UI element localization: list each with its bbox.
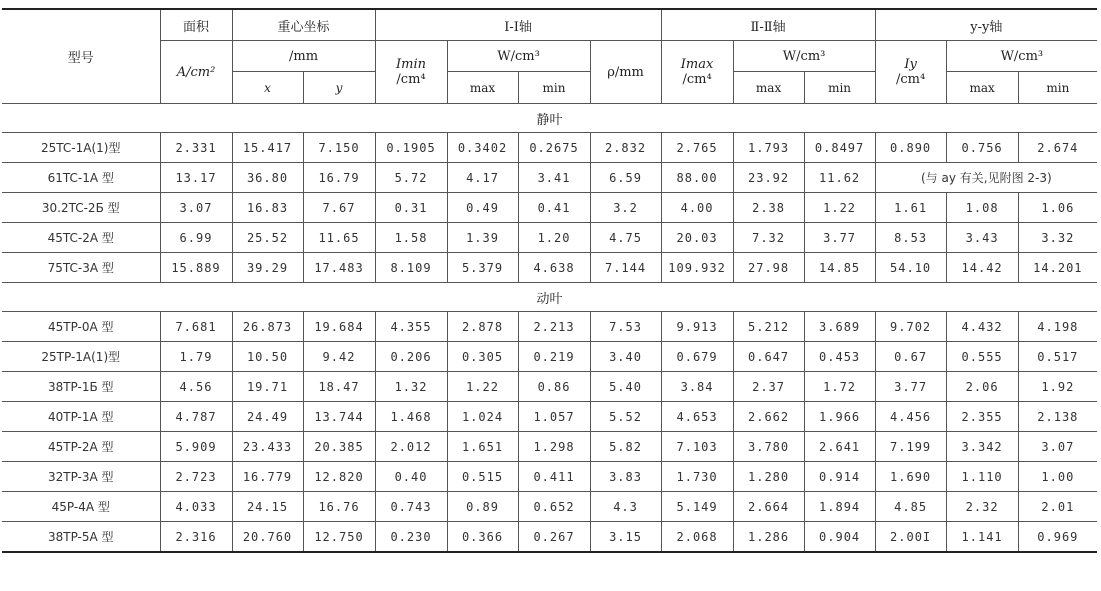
value-cell: 0.366 <box>447 522 518 553</box>
value-cell: 0.679 <box>661 342 733 372</box>
value-cell: 2.32 <box>946 492 1018 522</box>
value-cell: 6.59 <box>590 163 661 193</box>
value-cell: 20.03 <box>661 223 733 253</box>
value-cell: 1.79 <box>160 342 232 372</box>
value-cell: 0.453 <box>804 342 875 372</box>
w3-header: W/cm³ <box>946 41 1097 72</box>
table-row <box>2 223 1097 253</box>
value-cell: 1.468 <box>375 402 447 432</box>
w2-header: W/cm³ <box>733 41 875 72</box>
model-header: 型号 <box>2 9 160 104</box>
value-cell: 25.52 <box>232 223 303 253</box>
model-cell: 61TC-1A 型 <box>2 163 160 193</box>
value-cell: 4.456 <box>875 402 946 432</box>
value-cell: 16.779 <box>232 462 303 492</box>
value-cell: 3.342 <box>946 432 1018 462</box>
table-row <box>2 462 1097 492</box>
value-cell: 11.62 <box>804 163 875 193</box>
w1-min-header: min <box>518 72 590 104</box>
model-cell: 45P-4A 型 <box>2 492 160 522</box>
model-cell: 25TC-1A(1)型 <box>2 133 160 163</box>
value-cell: 9.42 <box>303 342 375 372</box>
value-cell: 10.50 <box>232 342 303 372</box>
value-cell: 1.61 <box>875 193 946 223</box>
value-cell: 0.756 <box>946 133 1018 163</box>
model-cell: 32TP-3A 型 <box>2 462 160 492</box>
value-cell: 3.689 <box>804 312 875 342</box>
value-cell: 3.2 <box>590 193 661 223</box>
table-row <box>2 193 1097 223</box>
w3-max-header: max <box>946 72 1018 104</box>
value-cell: 2.674 <box>1018 133 1097 163</box>
value-cell: 4.638 <box>518 253 590 283</box>
model-cell: 45TP-0A 型 <box>2 312 160 342</box>
value-cell: 4.033 <box>160 492 232 522</box>
value-cell: 3.15 <box>590 522 661 553</box>
value-cell: 6.99 <box>160 223 232 253</box>
value-cell: 5.72 <box>375 163 447 193</box>
value-cell: 2.316 <box>160 522 232 553</box>
value-cell: 15.417 <box>232 133 303 163</box>
value-cell: 0.40 <box>375 462 447 492</box>
value-cell: 7.67 <box>303 193 375 223</box>
value-cell: 7.144 <box>590 253 661 283</box>
x-header: x <box>232 72 303 104</box>
model-cell: 25TP-1A(1)型 <box>2 342 160 372</box>
value-cell: 8.53 <box>875 223 946 253</box>
value-cell: 5.40 <box>590 372 661 402</box>
value-cell: 7.199 <box>875 432 946 462</box>
value-cell: 3.77 <box>875 372 946 402</box>
value-cell: 2.878 <box>447 312 518 342</box>
value-cell: 5.379 <box>447 253 518 283</box>
value-cell: 15.889 <box>160 253 232 283</box>
value-cell: 19.684 <box>303 312 375 342</box>
value-cell: 3.43 <box>946 223 1018 253</box>
section-row-rotor <box>2 283 1097 312</box>
w1-max-header: max <box>447 72 518 104</box>
value-cell: 24.49 <box>232 402 303 432</box>
section-properties-table <box>2 8 1097 553</box>
value-cell: 0.206 <box>375 342 447 372</box>
value-cell: 4.198 <box>1018 312 1097 342</box>
value-cell: 14.85 <box>804 253 875 283</box>
area-unit: A/cm² <box>176 64 216 80</box>
value-cell: 4.56 <box>160 372 232 402</box>
value-cell: 5.909 <box>160 432 232 462</box>
table-row <box>2 163 1097 193</box>
table-row <box>2 312 1097 342</box>
value-cell: 0.904 <box>804 522 875 553</box>
value-cell: 5.212 <box>733 312 804 342</box>
value-cell: 1.72 <box>804 372 875 402</box>
table-row <box>2 432 1097 462</box>
value-cell: 2.664 <box>733 492 804 522</box>
value-cell: 36.80 <box>232 163 303 193</box>
value-cell: 19.71 <box>232 372 303 402</box>
value-cell: 2.00I <box>875 522 946 553</box>
value-cell: 1.20 <box>518 223 590 253</box>
value-cell: 0.267 <box>518 522 590 553</box>
value-cell: 4.787 <box>160 402 232 432</box>
value-cell: 24.15 <box>232 492 303 522</box>
axis-1-header: Ⅰ-Ⅰ轴 <box>375 9 661 41</box>
value-cell: 4.75 <box>590 223 661 253</box>
value-cell: 1.110 <box>946 462 1018 492</box>
value-cell: 9.702 <box>875 312 946 342</box>
iy-header <box>875 41 946 104</box>
model-cell: 30.2TC-2Б 型 <box>2 193 160 223</box>
value-cell: 13.744 <box>303 402 375 432</box>
value-cell: 7.53 <box>590 312 661 342</box>
value-cell: 0.8497 <box>804 133 875 163</box>
value-cell: 16.76 <box>303 492 375 522</box>
value-cell: 17.483 <box>303 253 375 283</box>
value-cell: 1.39 <box>447 223 518 253</box>
value-cell: 4.653 <box>661 402 733 432</box>
value-cell: 23.433 <box>232 432 303 462</box>
imax-header <box>661 41 733 104</box>
value-cell: 1.651 <box>447 432 518 462</box>
value-cell: 9.913 <box>661 312 733 342</box>
value-cell: 2.01 <box>1018 492 1097 522</box>
value-cell: 2.068 <box>661 522 733 553</box>
imax-unit: /cm⁴ <box>682 72 712 87</box>
value-cell: 7.681 <box>160 312 232 342</box>
value-cell: 13.17 <box>160 163 232 193</box>
value-cell: 39.29 <box>232 253 303 283</box>
value-cell: 0.49 <box>447 193 518 223</box>
value-cell: 109.932 <box>661 253 733 283</box>
value-cell: 11.65 <box>303 223 375 253</box>
value-cell: 4.3 <box>590 492 661 522</box>
section-row-stator <box>2 104 1097 133</box>
value-cell: 1.793 <box>733 133 804 163</box>
table-row <box>2 402 1097 432</box>
value-cell: 4.432 <box>946 312 1018 342</box>
imin-unit: /cm⁴ <box>396 72 426 87</box>
value-cell: 1.057 <box>518 402 590 432</box>
value-cell: 1.966 <box>804 402 875 432</box>
iy-unit: /cm⁴ <box>895 72 926 87</box>
value-cell: 1.730 <box>661 462 733 492</box>
value-cell: 4.17 <box>447 163 518 193</box>
value-cell: 1.22 <box>447 372 518 402</box>
table-row <box>2 253 1097 283</box>
value-cell: 5.52 <box>590 402 661 432</box>
value-cell: 3.77 <box>804 223 875 253</box>
note-cell: (与 ay 有关,见附图 2-3) <box>875 163 1097 193</box>
value-cell: 88.00 <box>661 163 733 193</box>
value-cell: 3.07 <box>1018 432 1097 462</box>
value-cell: 3.40 <box>590 342 661 372</box>
value-cell: 1.894 <box>804 492 875 522</box>
value-cell: 16.83 <box>232 193 303 223</box>
value-cell: 0.652 <box>518 492 590 522</box>
value-cell: 2.012 <box>375 432 447 462</box>
value-cell: 14.201 <box>1018 253 1097 283</box>
value-cell: 0.3402 <box>447 133 518 163</box>
value-cell: 1.32 <box>375 372 447 402</box>
value-cell: 0.411 <box>518 462 590 492</box>
table-row <box>2 372 1097 402</box>
value-cell: 27.98 <box>733 253 804 283</box>
value-cell: 20.385 <box>303 432 375 462</box>
value-cell: 2.213 <box>518 312 590 342</box>
value-cell: 0.219 <box>518 342 590 372</box>
axis-2-header: Ⅱ-Ⅱ轴 <box>661 9 875 41</box>
model-cell: 45TC-2A 型 <box>2 223 160 253</box>
value-cell: 1.141 <box>946 522 1018 553</box>
table-row <box>2 342 1097 372</box>
value-cell: 2.765 <box>661 133 733 163</box>
table-row <box>2 522 1097 553</box>
value-cell: 4.00 <box>661 193 733 223</box>
value-cell: 14.42 <box>946 253 1018 283</box>
table-row <box>2 133 1097 163</box>
value-cell: 0.515 <box>447 462 518 492</box>
value-cell: 1.280 <box>733 462 804 492</box>
area-header: 面积 <box>160 9 232 41</box>
value-cell: 5.149 <box>661 492 733 522</box>
value-cell: 1.690 <box>875 462 946 492</box>
value-cell: 20.760 <box>232 522 303 553</box>
value-cell: 3.83 <box>590 462 661 492</box>
value-cell: 0.743 <box>375 492 447 522</box>
centroid-header: 重心坐标 <box>232 9 375 41</box>
w2-min-header: min <box>804 72 875 104</box>
centroid-unit-header: /mm <box>232 41 375 72</box>
w2-max-header: max <box>733 72 804 104</box>
model-cell: 75TC-3A 型 <box>2 253 160 283</box>
imin-label: Imin <box>396 57 427 72</box>
w1-header: W/cm³ <box>447 41 590 72</box>
value-cell: 2.832 <box>590 133 661 163</box>
value-cell: 0.230 <box>375 522 447 553</box>
model-cell: 40TP-1A 型 <box>2 402 160 432</box>
value-cell: 1.024 <box>447 402 518 432</box>
value-cell: 1.06 <box>1018 193 1097 223</box>
value-cell: 7.150 <box>303 133 375 163</box>
value-cell: 0.89 <box>447 492 518 522</box>
section-label: 动叶 <box>2 283 1097 312</box>
value-cell: 1.298 <box>518 432 590 462</box>
value-cell: 2.37 <box>733 372 804 402</box>
w3-min-header: min <box>1018 72 1097 104</box>
value-cell: 2.723 <box>160 462 232 492</box>
model-cell: 38TP-5A 型 <box>2 522 160 553</box>
value-cell: 7.32 <box>733 223 804 253</box>
value-cell: 2.06 <box>946 372 1018 402</box>
value-cell: 4.355 <box>375 312 447 342</box>
header-row-2 <box>2 41 1097 72</box>
table-row <box>2 492 1097 522</box>
value-cell: 4.85 <box>875 492 946 522</box>
value-cell: 0.914 <box>804 462 875 492</box>
value-cell: 0.555 <box>946 342 1018 372</box>
value-cell: 0.2675 <box>518 133 590 163</box>
value-cell: 0.41 <box>518 193 590 223</box>
value-cell: 12.750 <box>303 522 375 553</box>
value-cell: 0.1905 <box>375 133 447 163</box>
header-row-1 <box>2 9 1097 41</box>
value-cell: 0.305 <box>447 342 518 372</box>
model-cell: 45TP-2A 型 <box>2 432 160 462</box>
value-cell: 3.84 <box>661 372 733 402</box>
value-cell: 3.32 <box>1018 223 1097 253</box>
value-cell: 2.331 <box>160 133 232 163</box>
value-cell: 2.355 <box>946 402 1018 432</box>
value-cell: 3.41 <box>518 163 590 193</box>
value-cell: 18.47 <box>303 372 375 402</box>
value-cell: 5.82 <box>590 432 661 462</box>
value-cell: 12.820 <box>303 462 375 492</box>
value-cell: 2.38 <box>733 193 804 223</box>
value-cell: 3.07 <box>160 193 232 223</box>
iy-label: Iy <box>904 57 917 72</box>
value-cell: 2.138 <box>1018 402 1097 432</box>
value-cell: 8.109 <box>375 253 447 283</box>
value-cell: 0.67 <box>875 342 946 372</box>
value-cell: 0.647 <box>733 342 804 372</box>
rho-header: ρ/mm <box>590 41 661 104</box>
value-cell: 1.286 <box>733 522 804 553</box>
imin-header <box>375 41 447 104</box>
y-header: y <box>303 72 375 104</box>
value-cell: 1.00 <box>1018 462 1097 492</box>
value-cell: 54.10 <box>875 253 946 283</box>
value-cell: 1.58 <box>375 223 447 253</box>
value-cell: 0.31 <box>375 193 447 223</box>
value-cell: 0.890 <box>875 133 946 163</box>
value-cell: 2.662 <box>733 402 804 432</box>
area-unit-header <box>160 41 232 104</box>
value-cell: 7.103 <box>661 432 733 462</box>
value-cell: 23.92 <box>733 163 804 193</box>
value-cell: 1.08 <box>946 193 1018 223</box>
value-cell: 1.92 <box>1018 372 1097 402</box>
value-cell: 2.641 <box>804 432 875 462</box>
axis-y-header: y-y轴 <box>875 9 1097 41</box>
section-label: 静叶 <box>2 104 1097 133</box>
value-cell: 1.22 <box>804 193 875 223</box>
value-cell: 0.969 <box>1018 522 1097 553</box>
imax-label: Imax <box>680 57 714 72</box>
model-cell: 38TP-1Б 型 <box>2 372 160 402</box>
value-cell: 16.79 <box>303 163 375 193</box>
value-cell: 0.86 <box>518 372 590 402</box>
value-cell: 26.873 <box>232 312 303 342</box>
value-cell: 3.780 <box>733 432 804 462</box>
value-cell: 0.517 <box>1018 342 1097 372</box>
